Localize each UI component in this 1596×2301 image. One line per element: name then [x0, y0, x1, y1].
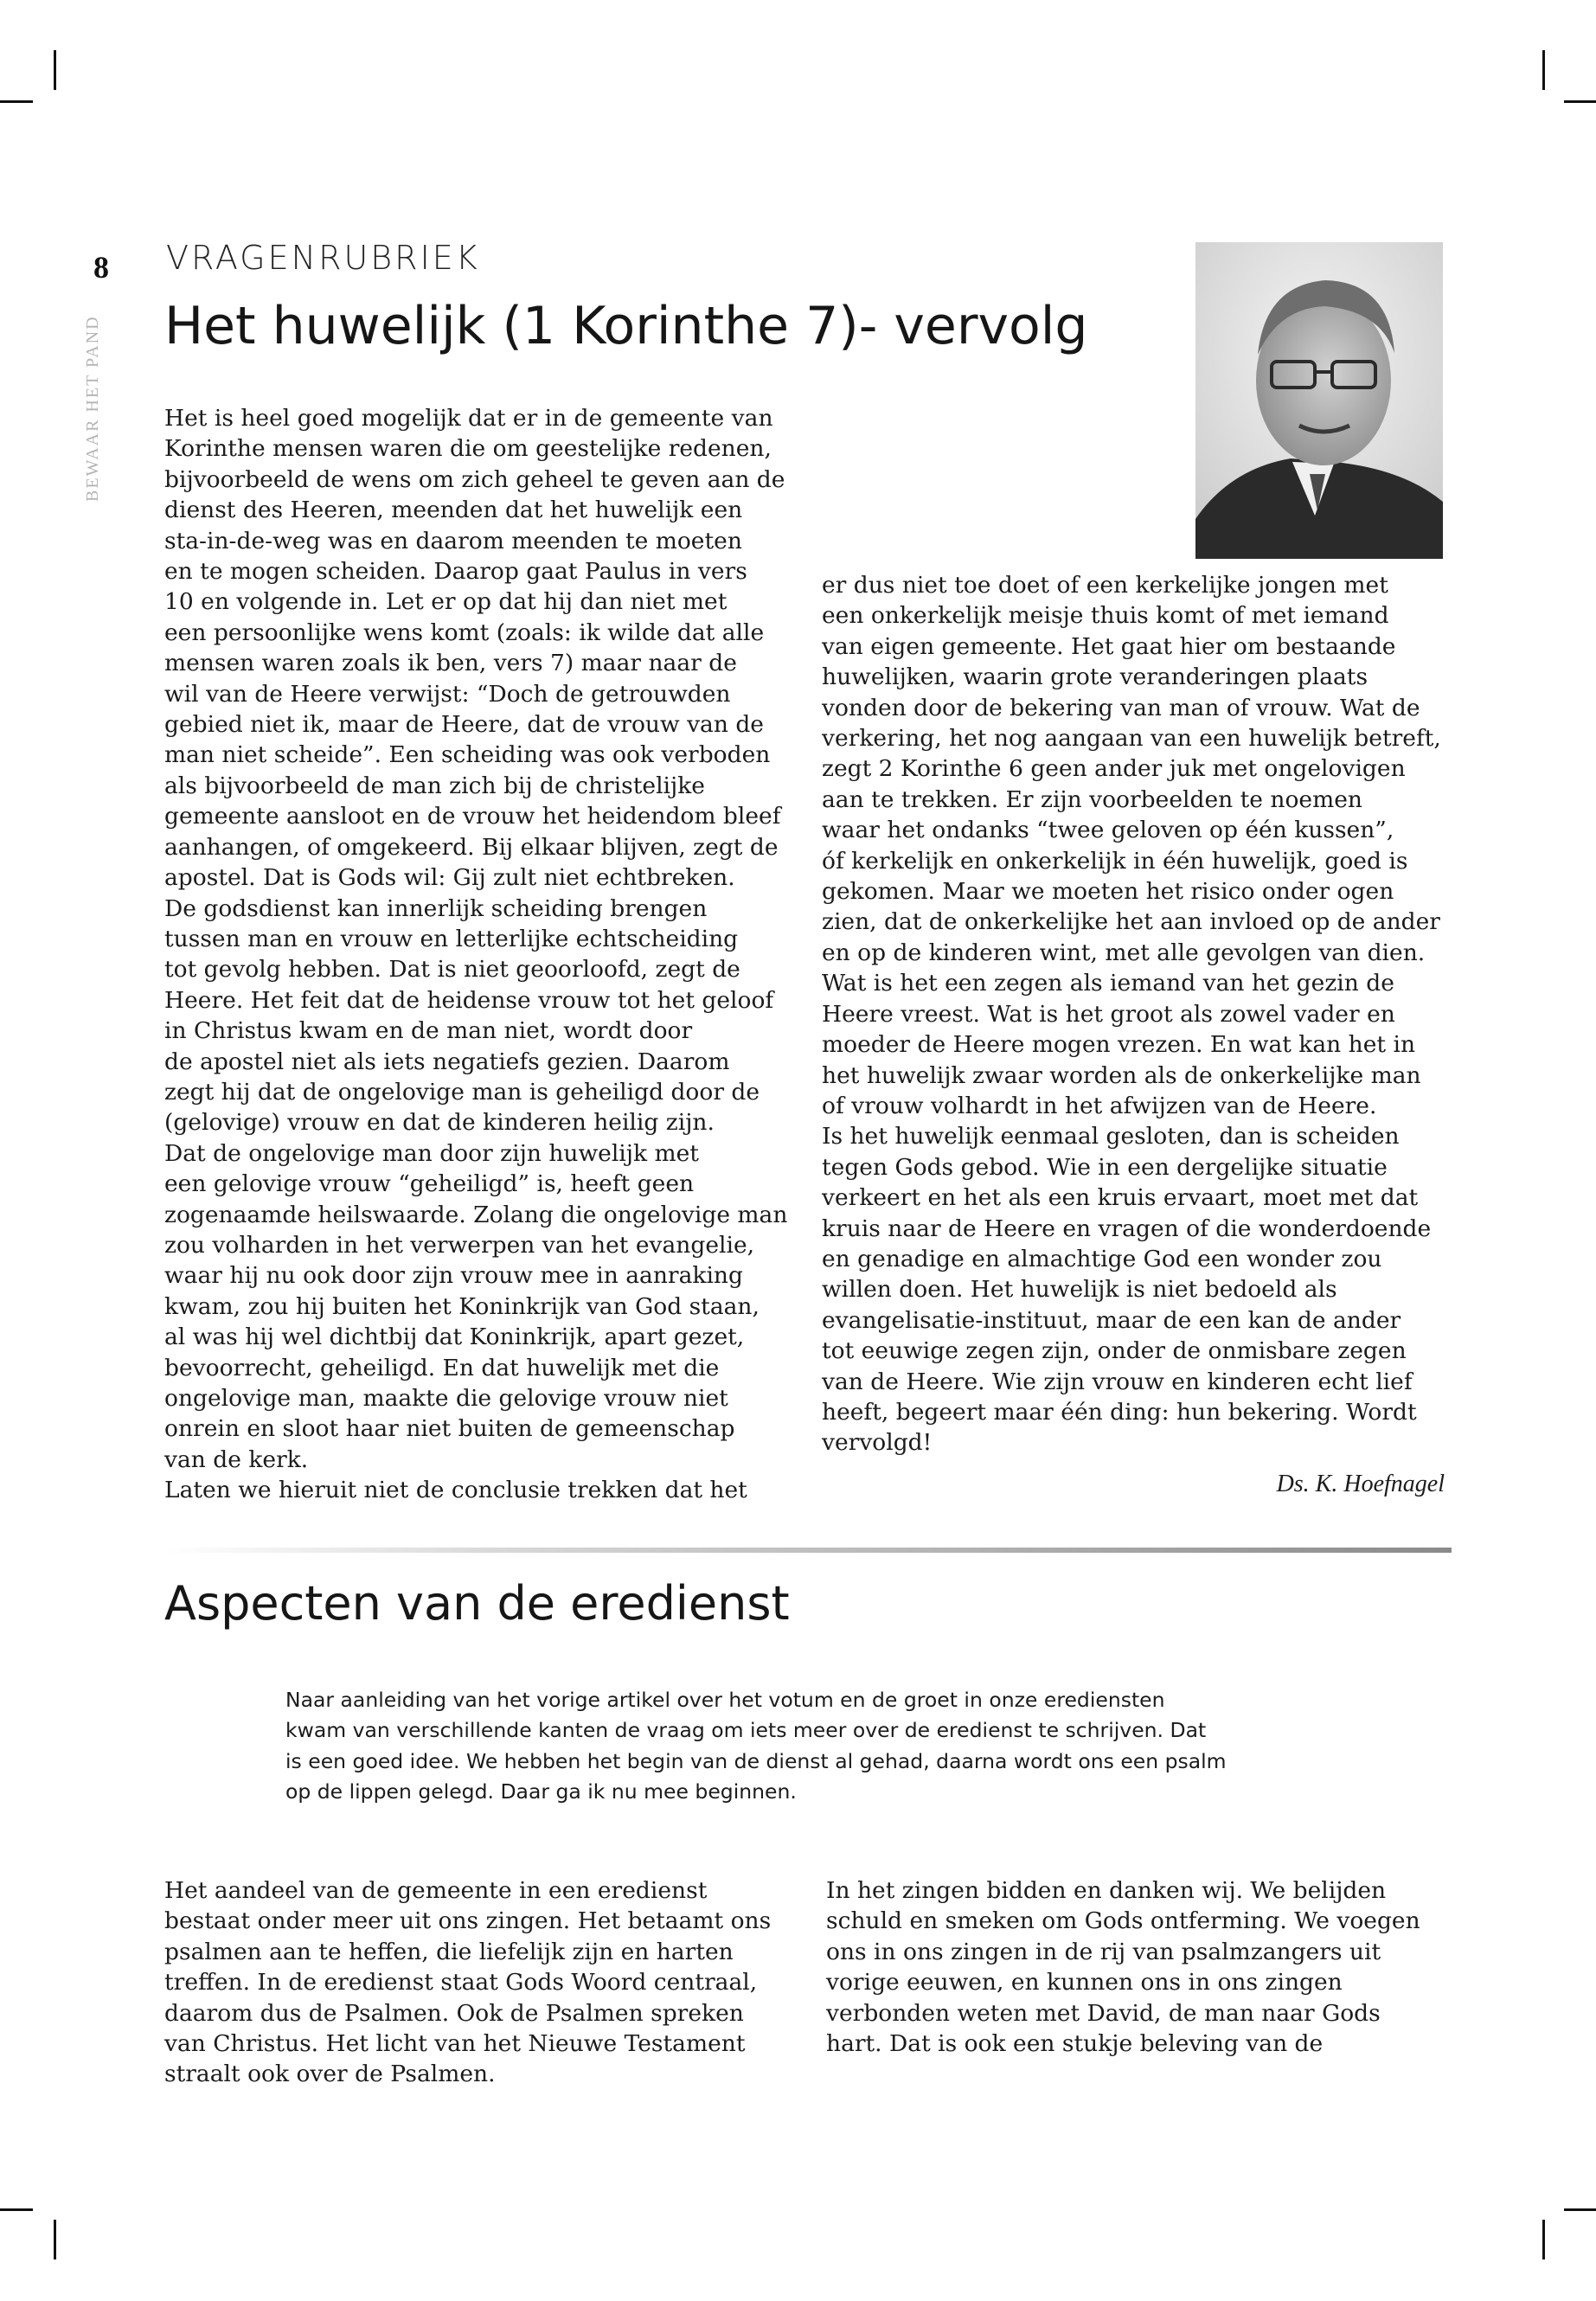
text-line: Het aandeel van de gemeente in een eredienst	[164, 1877, 708, 1904]
text-line: er dus niet toe doet of een kerkelijke jongen met	[822, 572, 1388, 599]
text-line: kruis naar de Heere en vragen of die wonderdoende	[822, 1215, 1432, 1242]
text-line: en genadige en almachtige God een wonder zou	[822, 1245, 1382, 1272]
text-line: vonden door de bekering van man of vrouw. Wat de	[822, 694, 1420, 721]
text-line: het huwelijk zwaar worden als de onkerkelijke man	[822, 1061, 1421, 1089]
text-line: mensen waren zoals ik ben, vers 7) maar naar de	[164, 650, 737, 677]
text-line: kwam, zou hij buiten het Koninkrijk van God staan,	[164, 1292, 760, 1320]
text-line: van de kerk.	[164, 1445, 309, 1473]
text-line: bevoorrecht, geheiligd. En dat huwelijk met die	[164, 1354, 720, 1381]
text-line: (gelovige) vrouw en dat de kinderen heilig zijn.	[164, 1109, 715, 1137]
article1-column-right	[822, 570, 1441, 1458]
text-line: zegt hij dat de ongelovige man is geheiligd door de	[164, 1078, 760, 1106]
text-line: of vrouw volhardt in het afwijzen van de Heere.	[822, 1092, 1377, 1119]
text-line: bijvoorbeeld de wens om zich geheel te geven aan de	[164, 465, 785, 493]
text-line: Naar aanleiding van het vorige artikel over het votum en de groet in onze erediensten	[285, 1688, 1165, 1712]
text-line: apostel. Dat is Gods wil: Gij zult niet echtbreken.	[164, 864, 735, 892]
text-line: Is het huwelijk eenmaal gesloten, dan is scheiden	[822, 1123, 1400, 1150]
text-line: gekomen. Maar we moeten het risico onder ogen	[822, 878, 1394, 906]
section-title: Aspecten van de eredienst	[164, 1576, 790, 1631]
text-line: aanhangen, of omgekeerd. Bij elkaar blijven, zegt de	[164, 833, 779, 861]
text-line: verbonden weten met David, de man naar Gods	[826, 1999, 1381, 2027]
text-line: Heere vreest. Wat is het groot als zowel vader en	[822, 1000, 1395, 1028]
text-line: gebied niet ik, maar de Heere, dat de vrouw van de	[164, 711, 764, 739]
text-line: schuld en smeken om Gods ontferming. We voegen	[826, 1907, 1420, 1935]
page-number: 8	[93, 250, 109, 285]
crop-mark	[1542, 2220, 1545, 2259]
text-line: zou volharden in het verwerpen van het evangelie,	[164, 1231, 755, 1259]
crop-mark	[54, 2220, 56, 2259]
text-line: tot eeuwige zegen zijn, onder de onmisbare zegen	[822, 1337, 1407, 1365]
text-line: Laten we hieruit niet de conclusie trekken dat het	[164, 1477, 747, 1504]
text-line: op de lippen gelegd. Daar ga ik nu mee beginnen.	[285, 1779, 797, 1804]
text-line: bestaat onder meer uit ons zingen. Het betaamt ons	[164, 1907, 772, 1935]
text-line: van de Heere. Wie zijn vrouw en kinderen echt lief	[822, 1368, 1413, 1395]
text-line: zien, dat de onkerkelijke het aan invloed op de ander	[822, 908, 1440, 936]
text-line: hart. Dat is ook een stukje beleving van de	[826, 2030, 1324, 2058]
text-line: en te mogen scheiden. Daarop gaat Paulus in vers	[164, 558, 747, 586]
article2-column-left	[164, 1875, 771, 2090]
text-line: Heere. Het feit dat de heidense vrouw tot het geloof	[164, 986, 774, 1014]
text-line: evangelisatie-instituut, maar de een kan de ander	[822, 1306, 1401, 1334]
text-line: Dat de ongelovige man door zijn huwelijk met	[164, 1139, 699, 1167]
text-line: zogenaamde heilswaarde. Zolang die ongelovige man	[164, 1201, 788, 1228]
text-line: wil van de Heere verwijst: “Doch de getrouwden	[164, 680, 731, 708]
text-line: straalt ook over de Psalmen.	[164, 2061, 496, 2088]
text-line: moeder de Heere mogen vrezen. En wat kan het in	[822, 1031, 1416, 1059]
text-line: sta-in-de-weg was en daarom meenden te moeten	[164, 527, 742, 554]
text-line: is een goed idee. We hebben het begin van de dienst al gehad, daarna wordt ons een psalm	[285, 1748, 1227, 1773]
text-line: een gelovige vrouw “geheiligd” is, heeft geen	[164, 1170, 695, 1198]
text-line: Wat is het een zegen als iemand van het gezin de	[822, 970, 1394, 997]
crop-mark	[0, 100, 33, 103]
text-line: aan te trekken. Er zijn voorbeelden te noemen	[822, 785, 1362, 813]
crop-mark	[1564, 2208, 1596, 2211]
text-line: de apostel niet als iets negatiefs gezien. Daarom	[164, 1048, 730, 1075]
text-line: ongelovige man, maakte die gelovige vrouw niet	[164, 1385, 728, 1412]
text-line: en op de kinderen wint, met alle gevolgen van dien.	[822, 939, 1426, 966]
text-line: huwelijken, waarin grote veranderingen plaats	[822, 663, 1368, 691]
text-line: verkeert en het als een kruis ervaart, moet met dat	[822, 1184, 1419, 1212]
text-line: vervolgd!	[822, 1429, 933, 1457]
text-line: ons in ons zingen in de rij van psalmzangers uit	[826, 1938, 1381, 1965]
text-line: In het zingen bidden en danken wij. We belijden	[826, 1877, 1387, 1904]
text-line: daarom dus de Psalmen. Ook de Psalmen spreken	[164, 1999, 744, 2027]
text-line: kwam van verschillende kanten de vraag om iets meer over de eredienst te schrijven. Dat	[285, 1718, 1207, 1743]
article-title: Het huwelijk (1 Korinthe 7)- vervolg	[164, 296, 1088, 356]
text-line: treffen. In de eredienst staat Gods Woord centraal,	[164, 1969, 758, 1997]
section-divider	[164, 1548, 1452, 1553]
text-line: Het is heel goed mogelijk dat er in de gemeente van	[164, 405, 773, 432]
text-line: zegt 2 Korinthe 6 geen ander juk met ongelovigen	[822, 755, 1406, 783]
text-line: gemeente aansloot en de vrouw het heidendom bleef	[164, 803, 781, 830]
text-line: tot gevolg hebben. Dat is niet geoorloofd, zegt de	[164, 956, 740, 984]
text-line: onrein en sloot haar niet buiten de gemeenschap	[164, 1415, 735, 1443]
text-line: in Christus kwam en de man niet, wordt door	[164, 1017, 693, 1045]
rubric-label: VRAGENRUBRIEK	[166, 239, 480, 277]
crop-mark	[1542, 50, 1545, 90]
text-line: tegen Gods gebod. Wie in een dergelijke situatie	[822, 1153, 1388, 1181]
author-signature: Ds. K. Hoefnagel	[1276, 1471, 1445, 1497]
text-line: een onkerkelijk meisje thuis komt of met iemand	[822, 602, 1389, 630]
text-line: waar hij nu ook door zijn vrouw mee in aanraking	[164, 1262, 743, 1290]
article2-column-right	[826, 1875, 1420, 2059]
text-line: Korinthe mensen waren die om geestelijke redenen,	[164, 435, 772, 463]
text-line: dienst des Heeren, meenden dat het huwelijk een	[164, 497, 743, 524]
text-line: 10 en volgende in. Let er op dat hij dan niet met	[164, 588, 727, 616]
text-line: De godsdienst kan innerlijk scheiding brengen	[164, 894, 708, 922]
text-line: willen doen. Het huwelijk is niet bedoeld als	[822, 1276, 1337, 1304]
text-line: van eigen gemeente. Het gaat hier om bestaande	[822, 632, 1396, 660]
crop-mark	[1564, 100, 1596, 103]
text-line: een persoonlijke wens komt (zoals: ik wilde dat alle	[164, 619, 765, 646]
text-line: óf kerkelijk en onkerkelijk in één huwelijk, goed is	[822, 847, 1408, 875]
side-label: BEWAAR HET PAND	[83, 315, 102, 502]
text-line: tussen man en vrouw en letterlijke echtscheiding	[164, 925, 739, 952]
text-line: van Christus. Het licht van het Nieuwe Testament	[164, 2030, 746, 2058]
crop-mark	[0, 2208, 33, 2211]
text-line: waar het ondanks “twee geloven op één kussen”,	[822, 817, 1394, 844]
article1-column-left	[164, 403, 787, 1506]
author-photo	[1195, 242, 1443, 559]
text-line: psalmen aan te heffen, die liefelijk zijn en harten	[164, 1938, 734, 1965]
text-line: verkering, het nog aangaan van een huwelijk betreft,	[822, 725, 1441, 753]
crop-mark	[54, 50, 56, 90]
text-line: man niet scheide”. Een scheiding was ook verboden	[164, 741, 771, 769]
text-line: als bijvoorbeeld de man zich bij de christelijke	[164, 772, 705, 799]
text-line: al was hij wel dichtbij dat Koninkrijk, apart gezet,	[164, 1324, 745, 1351]
text-line: vorige eeuwen, en kunnen ons in ons zingen	[826, 1969, 1343, 1997]
intro-paragraph	[285, 1685, 1227, 1808]
text-line: heeft, begeert maar één ding: hun bekering. Wordt	[822, 1398, 1417, 1426]
